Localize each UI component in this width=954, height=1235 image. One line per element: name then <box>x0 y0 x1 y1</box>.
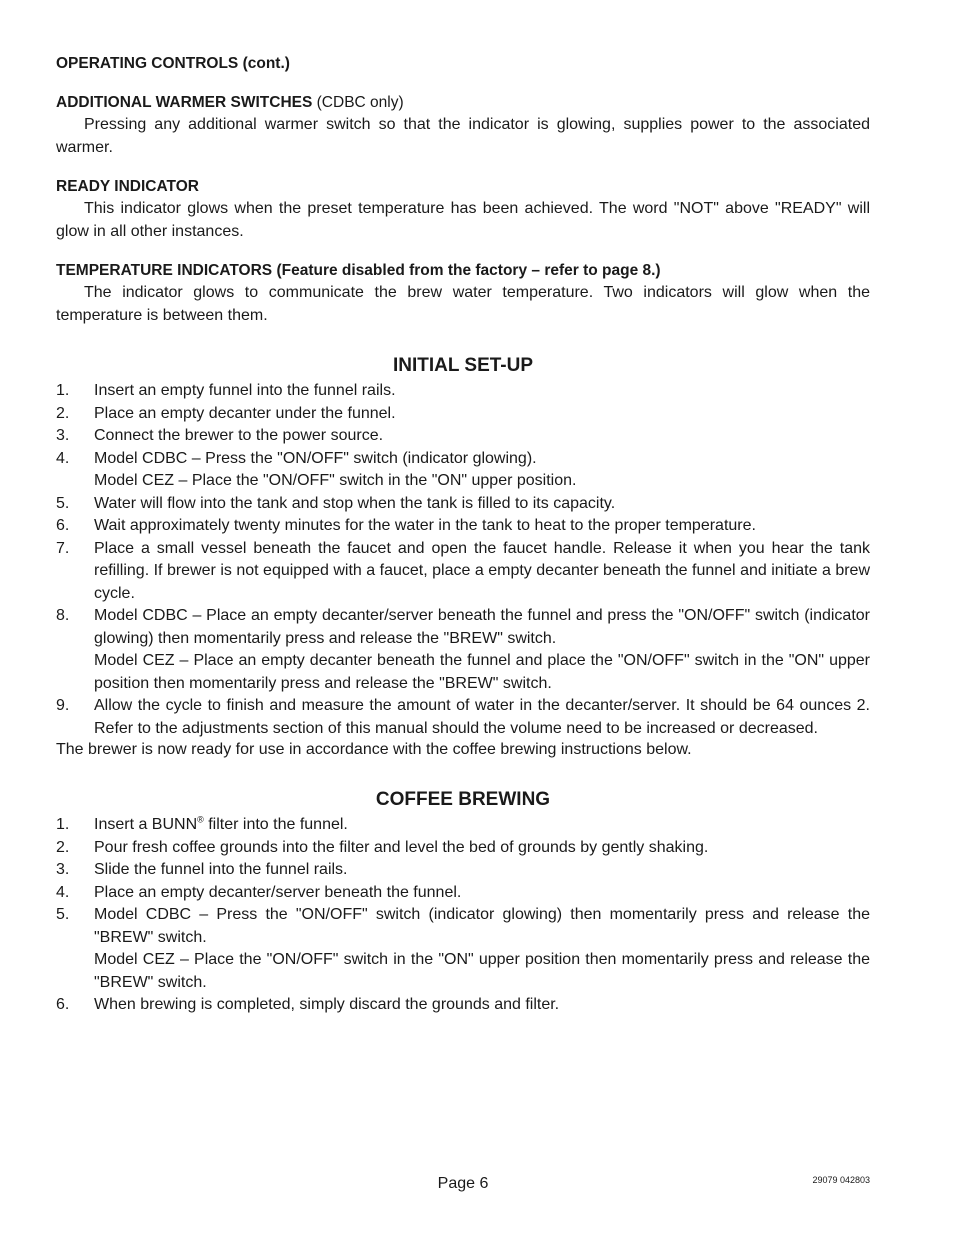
step-number: 4. <box>56 449 70 467</box>
step-text: Slide the funnel into the funnel rails. <box>94 861 348 878</box>
step-number: 3. <box>56 427 70 444</box>
step-text: Pour fresh coffee grounds into the filter and level the bed of grounds by gently shaking. <box>94 838 709 856</box>
list-item <box>56 859 870 882</box>
step-number: 2. <box>56 838 70 856</box>
step-number: 5. <box>56 906 70 923</box>
step-number: 3. <box>56 861 70 878</box>
ready-section <box>56 176 870 243</box>
list-item <box>56 403 870 426</box>
ready-heading: READY INDICATOR <box>56 178 199 195</box>
warmer-body: Pressing any additional warmer switch so that the indicator is glowing, supplies power to the associated warmer. <box>56 116 870 156</box>
brewing-title: COFFEE BREWING <box>375 789 551 810</box>
setup-title: INITIAL SET-UP <box>392 355 534 376</box>
step-text: Place an empty decanter under the funnel. <box>94 404 396 422</box>
step-text: Water will flow into the tank and stop when the tank is filled to its capacity. <box>94 494 616 512</box>
step-number: 8. <box>56 607 70 624</box>
step-text: Model CDBC – Press the "ON/OFF" switch (indicator glowing) then momentarily press and release the "BREW" switch. <box>94 906 870 946</box>
temperature-heading: TEMPERATURE INDICATORS (Feature disabled from the factory – refer to page 8.) <box>56 262 661 279</box>
list-item <box>56 448 870 493</box>
step-text: Model CEZ – Place the "ON/OFF" switch in the "ON" upper position then momentarily press and release the "BREW" switch. <box>94 951 870 991</box>
list-item <box>56 695 870 740</box>
setup-steps-list <box>56 380 870 740</box>
step-number: 6. <box>56 517 70 534</box>
step-text: Model CEZ – Place the "ON/OFF" switch in the "ON" upper position. <box>94 472 577 489</box>
step-number: 7. <box>56 539 70 557</box>
setup-closing: The brewer is now ready for use in accordance with the coffee brewing instructions below. <box>56 741 692 758</box>
step-text: Place an empty decanter/server beneath the funnel. <box>94 883 462 901</box>
list-item <box>56 882 870 905</box>
step-number: 9. <box>56 697 70 714</box>
step-number: 5. <box>56 494 70 512</box>
step-text: Model CEZ – Place an empty decanter beneath the funnel and place the "ON/OFF" switch in the "ON" upper position then momentarily press and release the "BREW" switch. <box>94 652 870 692</box>
warmer-heading <box>56 92 870 114</box>
page-number: Page 6 <box>437 1175 489 1192</box>
ready-body: This indicator glows when the preset temperature has been achieved. The word "NOT" above "READY" will glow in all other instances. <box>56 200 870 240</box>
list-item <box>56 837 870 860</box>
registered-mark: ® <box>197 814 204 825</box>
section-header: OPERATING CONTROLS (cont.) <box>56 55 290 72</box>
step-text: Insert an empty funnel into the funnel rails. <box>94 382 396 399</box>
list-item <box>56 538 870 606</box>
step-text: Connect the brewer to the power source. <box>94 427 384 444</box>
step-text: Model CDBC – Place an empty decanter/server beneath the funnel and press the "ON/OFF" switch (indicator glowing) then momentarily press and release the "BREW" switch. <box>94 607 870 647</box>
list-item <box>56 904 870 994</box>
step-number: 2. <box>56 404 70 422</box>
step-text: When brewing is completed, simply discard the grounds and filter. <box>94 996 560 1013</box>
warmer-heading-text: ADDITIONAL WARMER SWITCHES <box>56 94 313 111</box>
list-item <box>56 425 870 448</box>
temperature-section <box>56 260 870 327</box>
step-text: Place a small vessel beneath the faucet and open the faucet handle. Release it when you hear the tank refilling. If brewer is not equipped with a faucet, place a empty decanter beneath the funnel and initiate a brew cycle. <box>94 539 870 602</box>
brewing-step1-pre: Insert a BUNN <box>94 816 198 833</box>
document-code: 29079 042803 <box>812 1175 870 1185</box>
step-number: 1. <box>56 382 70 399</box>
step-text: Model CDBC – Press the "ON/OFF" switch (indicator glowing). <box>94 449 537 467</box>
brewing-step1-post: filter into the funnel. <box>203 816 348 833</box>
step-number: 4. <box>56 883 70 901</box>
warmer-section <box>56 92 870 159</box>
step-text: Allow the cycle to finish and measure the amount of water in the decanter/server. It should be 64 ounces 2. Refer to the adjustments section of this manual should the volume need to be increased or decreased. <box>94 697 870 737</box>
temperature-body: The indicator glows to communicate the brew water temperature. Two indicators will glow when the temperature is between them. <box>56 284 870 324</box>
list-item <box>56 493 870 516</box>
warmer-heading-note: (CDBC only) <box>316 94 404 111</box>
list-item <box>56 994 870 1017</box>
list-item: 1. Insert a BUNN® filter into the funnel. <box>56 814 348 833</box>
step-text: Wait approximately twenty minutes for the water in the tank to heat to the proper temperature. <box>94 517 756 534</box>
list-item <box>56 380 870 403</box>
step-number: 6. <box>56 996 70 1013</box>
list-item <box>56 605 870 695</box>
list-item <box>56 515 870 538</box>
brewing-steps-list <box>56 814 870 1017</box>
